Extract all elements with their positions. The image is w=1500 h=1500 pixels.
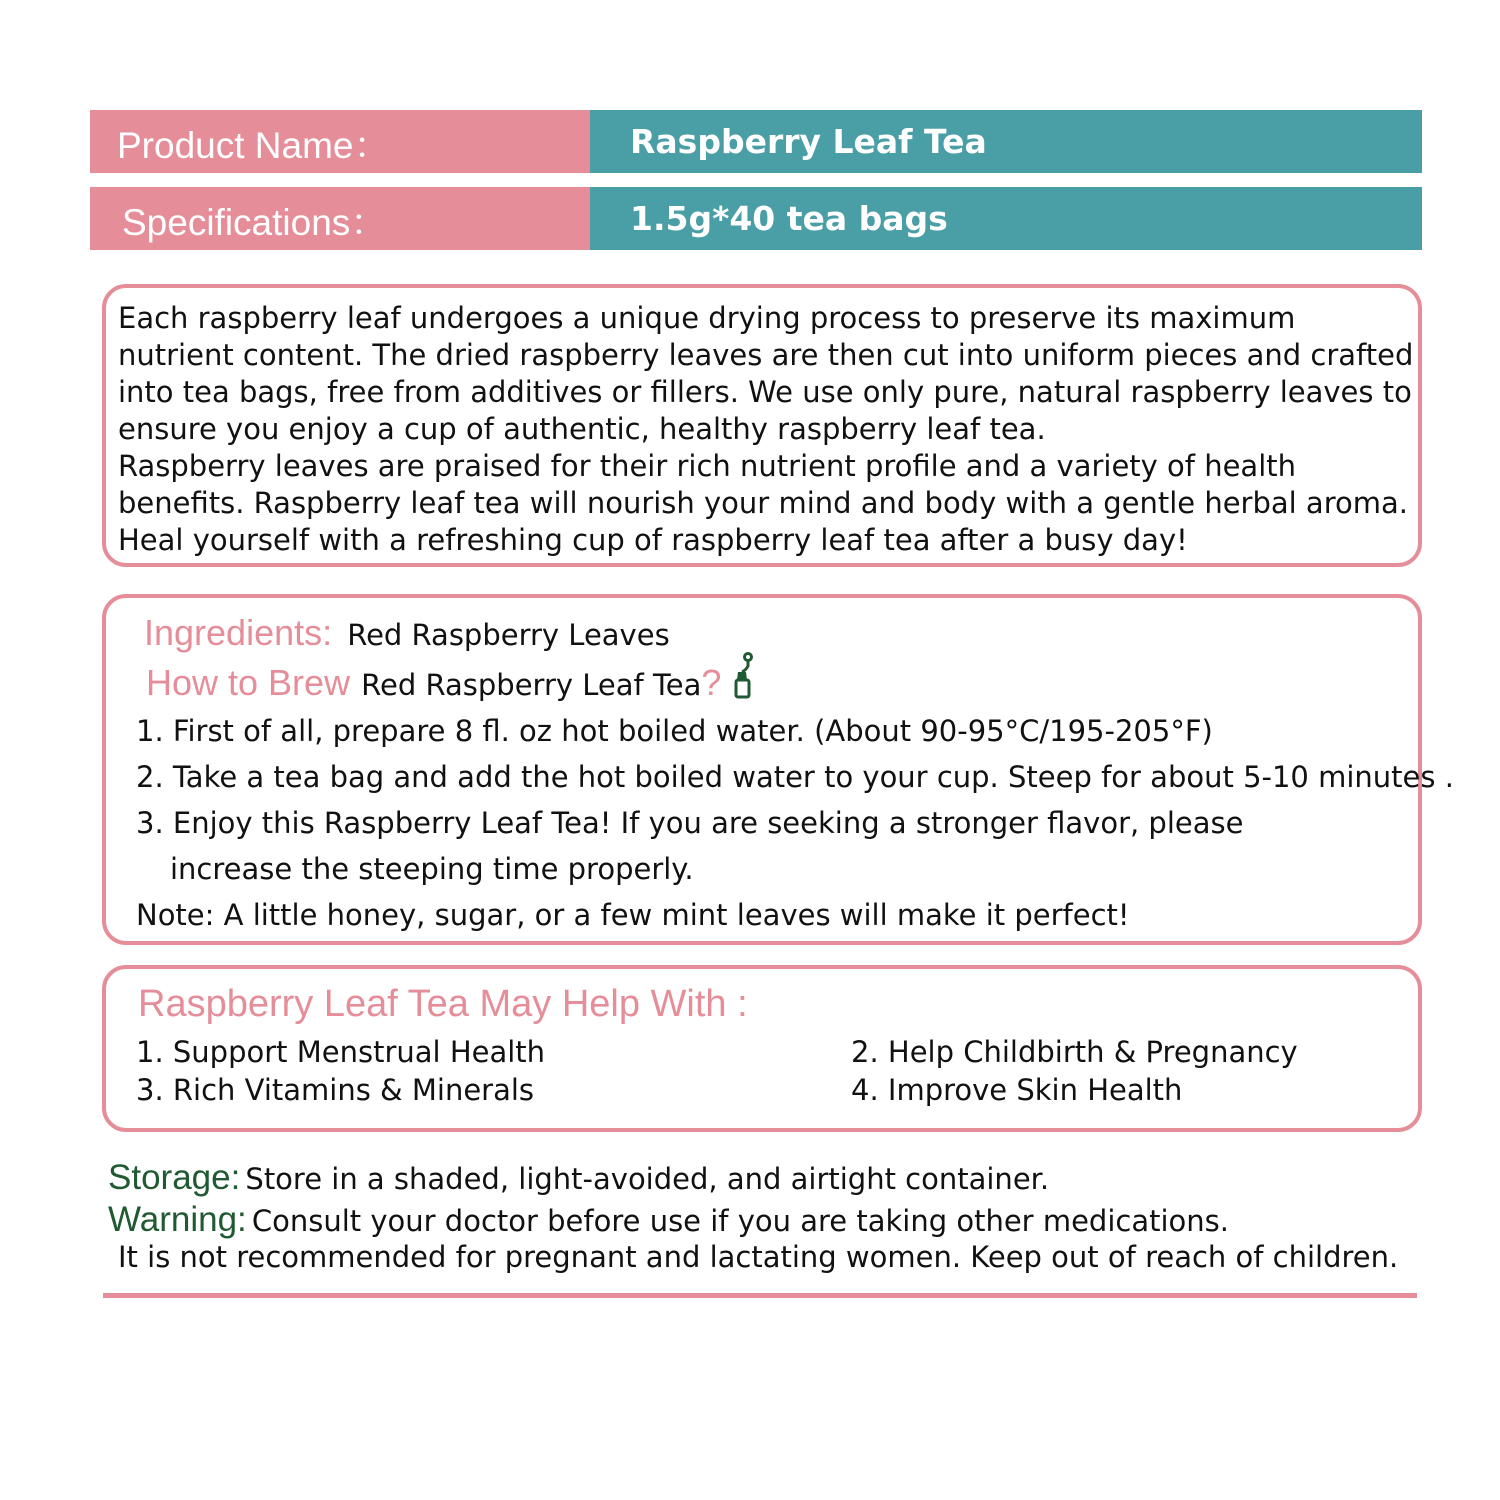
ingredients-line [144,612,670,654]
storage-text: Store in a shaded, light-avoided, and airtight container. [245,1162,1050,1196]
warning-text: Consult your doctor before use if you are taking other medications. [251,1204,1229,1238]
benefits-title: Raspberry Leaf Tea May Help With : [138,983,748,1025]
benefit-item: 2. Help Childbirth & Pregnancy [851,1035,1298,1069]
description-box [102,284,1422,567]
tea-bag-icon [730,652,756,702]
ingredients-label: Ingredients: [144,612,333,653]
description-paragraph-2: Raspberry leaves are praised for their rich nutrient profile and a variety of health benefits. Raspberry leaf tea will nourish your mind and body with a gentle herbal aroma. Heal yourself with a refreshing cup of raspberry leaf tea after a busy day! [118,449,1408,557]
product-name-value: Raspberry Leaf Tea [590,110,1422,173]
how-to-brew-value: Red Raspberry Leaf Tea [361,668,702,702]
how-to-brew-label: How to Brew [146,662,351,703]
warning-line [108,1200,1229,1240]
brew-step-2: 2. Take a tea bag and add the hot boiled water to your cup. Steep for about 5-10 minutes . [136,760,1454,794]
how-to-brew-line [146,662,721,704]
benefit-item: 1. Support Menstrual Health [136,1035,546,1069]
warning-label: Warning: [108,1200,247,1239]
benefit-item: 4. Improve Skin Health [851,1073,1183,1107]
product-name-row [90,110,1422,173]
benefit-item: 3. Rich Vitamins & Minerals [136,1073,535,1107]
storage-label: Storage: [108,1158,241,1197]
ingredients-value: Red Raspberry Leaves [347,618,670,652]
footer-divider [103,1293,1417,1298]
brew-step-3-continued: increase the steeping time properly. [170,852,694,886]
description-paragraph-1: Each raspberry leaf undergoes a unique drying process to preserve its maximum nutrient content. The dried raspberry leaves are then cut into uniform pieces and crafted into tea bags, free from additives or fillers. We use only pure, natural raspberry leaves to ensure you enjoy a cup of authentic, healthy raspberry leaf tea. [118,301,1414,446]
specifications-row [90,187,1422,250]
brew-step-1: 1. First of all, prepare 8 fl. oz hot boiled water. (About 90-95°C/195-205°F) [136,714,1213,748]
brew-box [102,594,1454,945]
brew-note: Note: A little honey, sugar, or a few mint leaves will make it perfect! [136,898,1130,932]
specifications-label: Specifications： [90,187,590,250]
storage-line [108,1158,1049,1198]
brew-step-3: 3. Enjoy this Raspberry Leaf Tea! If you are seeking a stronger flavor, please [136,806,1244,840]
product-name-label: Product Name： [90,110,590,173]
benefits-box [102,965,1422,1132]
warning-text-2: It is not recommended for pregnant and lactating women. Keep out of reach of children. [118,1240,1399,1274]
specifications-value: 1.5g*40 tea bags [590,187,1422,250]
how-to-brew-question: ? [701,662,722,703]
